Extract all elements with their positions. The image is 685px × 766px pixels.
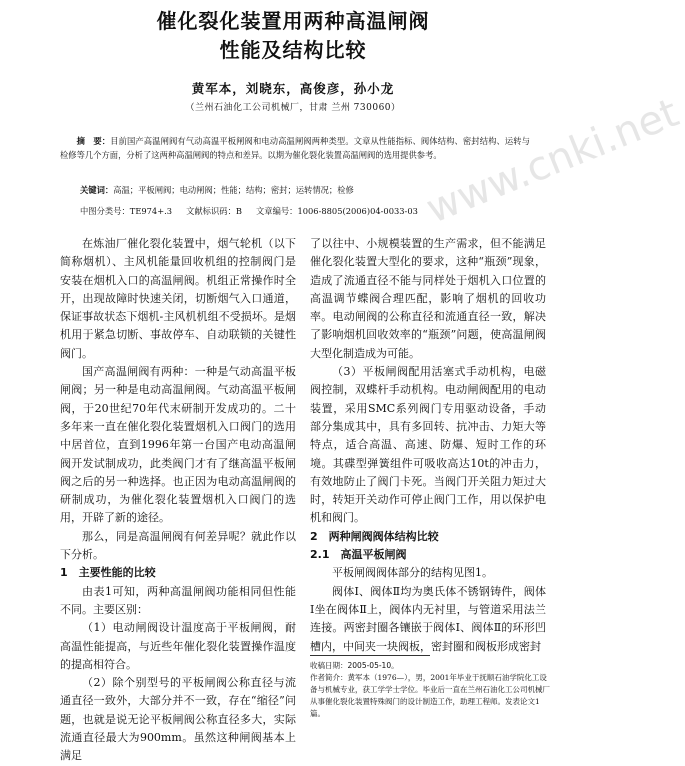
abstract-text: 目前国产高温闸阀有气动高温平板闸阀和电动高温闸阀两种类型。文章从性能指标、阀体结构、密封结构、运转与检修等几个方面，分析了这两种高温闸阀的特点和差异。以期为催化裂化装置高温闸阀的选用提供参考。	[60, 136, 530, 160]
footnote	[310, 660, 550, 720]
body-paragraph: （1）电动闸阀设计温度高于平板闸阀，耐高温性能提高，与近些年催化裂化装置操作温度的提高相符合。	[60, 621, 296, 671]
body-paragraph: 在炼油厂催化裂化装置中，烟气轮机（以下简称烟机）、主风机能量回收机组的控制阀门是安装在烟机入口的高温闸阀。机组正常操作时全开，出现故障时快速关闭，切断烟气入口通道，保证事故状态下烟机-主风机机组不受损坏。是烟机用于紧急切断、事故停车、自动联锁的关键性阀门。	[60, 237, 296, 360]
left-column	[60, 235, 296, 766]
paper-title-line2: 性能及结构比较	[219, 38, 367, 62]
watermark: www.cnki.net	[420, 89, 685, 233]
body-paragraph: 那么，同是高温闸阀有何差异呢？就此作以下分析。	[60, 529, 296, 562]
section-heading-1: 1 主要性能的比较	[60, 566, 156, 580]
subsection-heading-2-1: 2.1 高温平板闸阀	[310, 548, 407, 562]
footnote-divider	[310, 655, 430, 656]
document-code: 文献标识码：B	[186, 206, 242, 216]
keywords-text: 高温；平板闸阀；电动闸阀；性能；结构；密封；运转情况；检修	[113, 185, 354, 195]
body-paragraph: 阀体Ⅰ、阀体Ⅱ均为奥氏体不锈钢铸件，阀体Ⅰ坐在阀体Ⅱ上，阀体内无衬里，与管道采用法兰连接。两密封圈各镶嵌于阀体Ⅰ、阀体Ⅱ的环形凹槽内，中间夹一块阀板，密封圈和阀板形成密封	[310, 584, 546, 653]
body-paragraph: （3）平板闸阀配用活塞式手动机构，电磁阀控制，双蝶杆手动机构。电动闸阀配用的电动装置，采用SMC系列阀门专用驱动设备，手动部分集成其中，具有多回转、抗冲击、力矩大等特点，适合高温、高速、防爆、短时工作的环境。其碟型弹簧组件可吸收高达10t的冲击力，有效地防止了阀门卡死。当阀门开关阻力矩过大时，转矩开关动作可停止阀门工作，用以保护电机和阀门。	[310, 365, 546, 525]
classification-line	[80, 205, 540, 217]
section-heading-2: 2 两种闸阀阀体结构比较	[310, 529, 439, 543]
clc-number: 中图分类号：TE974+.3	[80, 206, 173, 216]
author-bio: 作者简介：黄军本（1976—），男，2001年毕业于抚顺石油学院化工设备与机械专业，获工学学士学位。毕业后一直在兰州石油化工公司机械厂从事催化裂化装置特殊阀门的设计制造工作，助理工程师。发表论文1篇。	[310, 673, 550, 718]
article-number: 文章编号：1006-8805(2006)04-0033-03	[255, 206, 418, 216]
body-paragraph: 国产高温闸阀有两种：一种是气动高温平板闸阀；另一种是电动高温闸阀。气动高温平板闸阀，于20世纪70年代末研制开发成功的。二十多年来一直在催化裂化装置烟机入口阀门的选用中居首位，直到1996年第一台国产电动高温闸阀开发试制成功，此类阀门才有了继高温平板闸阀之后的另一种选择。也正因为电动高温闸阀的研制成功，为催化裂化装置烟机入口阀门的选用，开辟了新的途径。	[60, 365, 296, 525]
paper-title-line1: 催化裂化装置用两种高温闸阀	[156, 9, 430, 33]
abstract	[60, 134, 530, 162]
body-paragraph: 由表1可知，两种高温闸阀功能相同但性能不同。主要区别：	[60, 584, 296, 616]
received-date: 收稿日期：2005-05-10。	[310, 661, 399, 670]
body-paragraph: （2）除个别型号的平板闸阀公称直径与流通直径一致外，大部分并不一致，存在“缩径”问题，也就是说无论平板闸阀公称直径多大，实际流通直径最大为900mm。虽然这种闸阀基本上满足	[60, 676, 296, 763]
body-paragraph: 了以往中、小规模装置的生产需求，但不能满足催化裂化装置大型化的要求，这种“瓶颈”现象，造成了流通直径不能与同样处于烟机入口位置的高温调节蝶阀合理匹配，影响了烟机的回收功率。电动闸阀的公称直径和流通直径一致，解决了影响烟机回收效率的“瓶颈”问题，使高温闸阀大型化制造成为可能。	[310, 237, 546, 360]
keywords-label: 关键词：	[80, 185, 114, 195]
abstract-label: 摘 要：	[76, 136, 111, 146]
author-list: 黄军本，刘晓东，高俊彦，孙小龙	[191, 81, 395, 96]
body-paragraph: 平板闸阀阀体部分的结构见图1。	[332, 566, 493, 580]
right-column	[310, 235, 546, 656]
affiliation: （兰州石油化工公司机械厂，甘肃 兰州 730060）	[185, 103, 401, 113]
keywords	[80, 184, 530, 196]
